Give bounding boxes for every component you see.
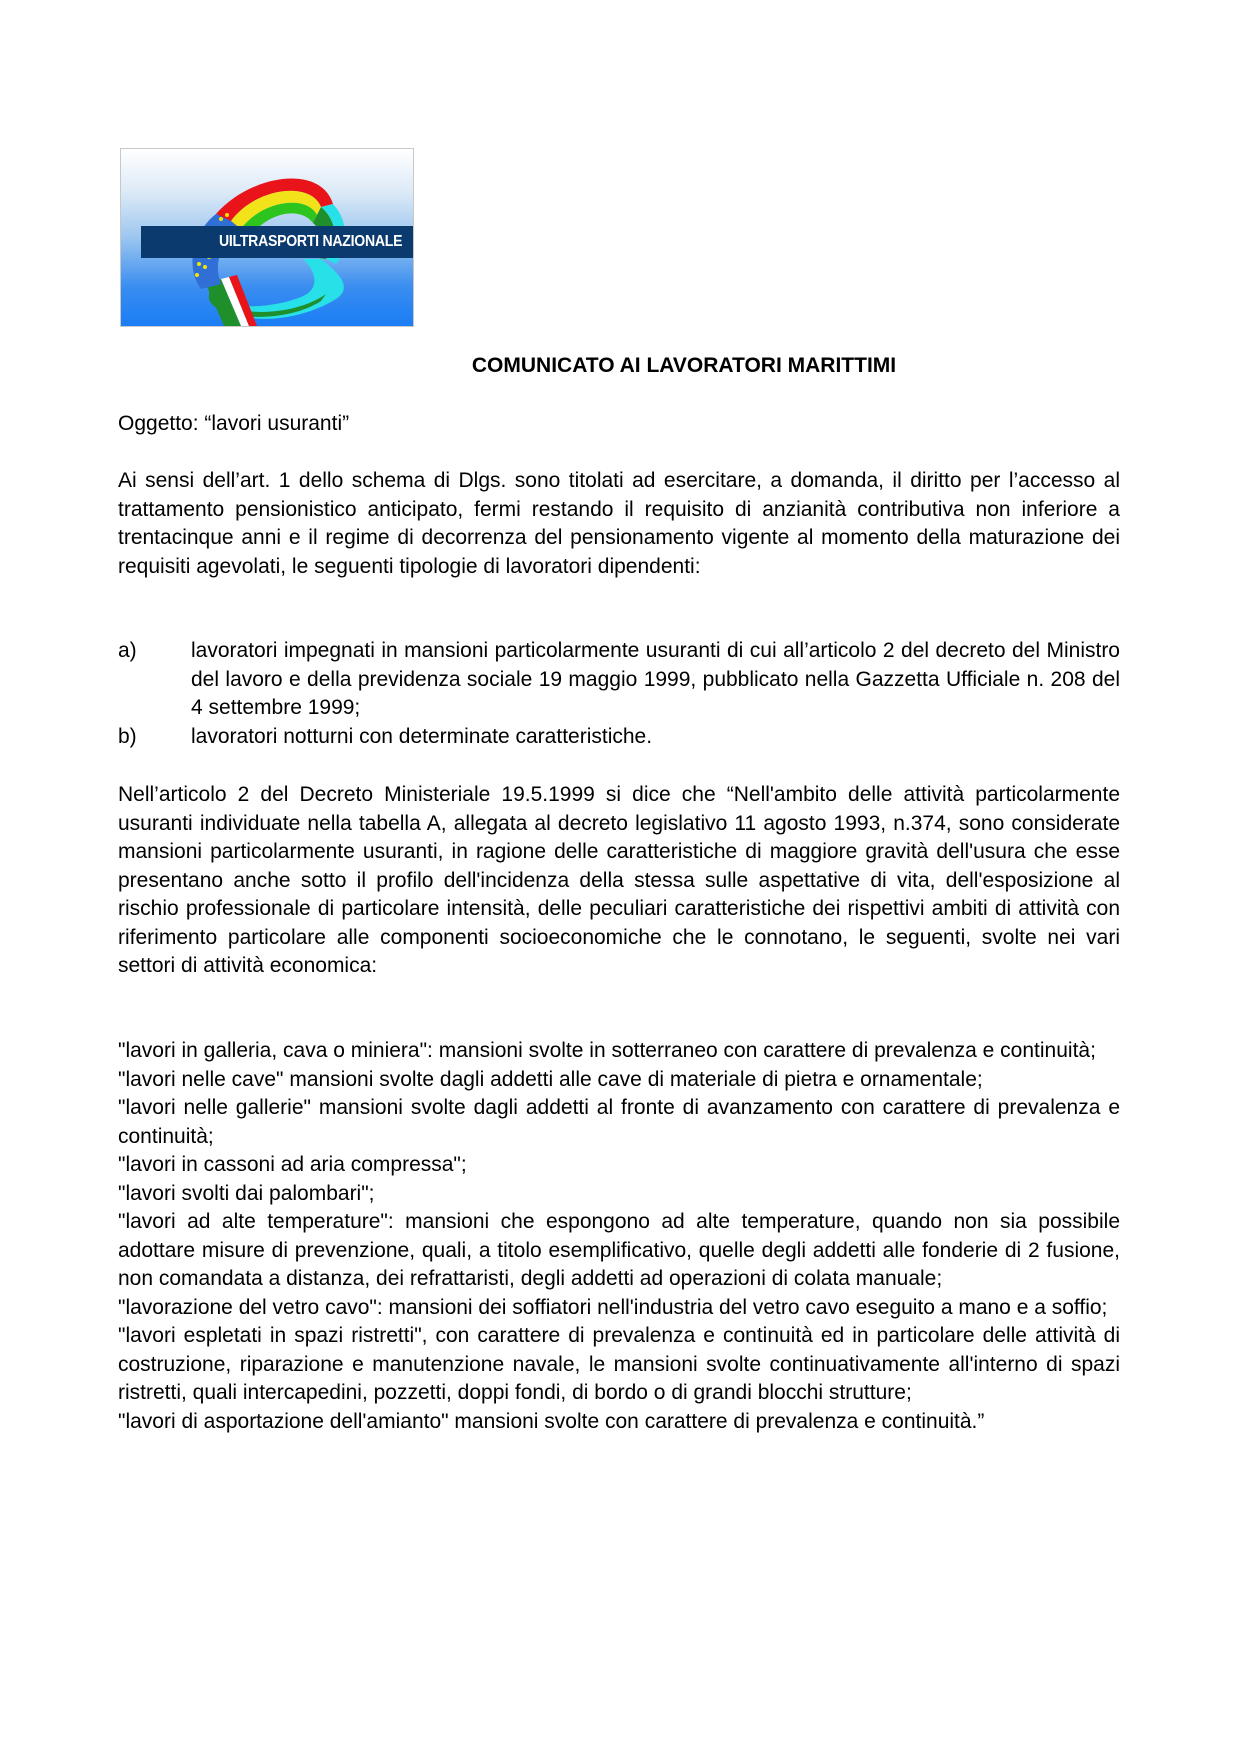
document-title [120,352,1120,381]
intro-text: Ai sensi dell’art. 1 dello schema di Dlgs. sono titolati ad esercitare, a domanda, il diritto per l’accesso al trattamento pensionistico anticipato, fermi restando il requisito di anzianità contributiva non inferiore a trentacinque anni e il regime di decorrenza del pensionamento vigente al momento della maturazione dei requisiti agevolati, le seguenti tipologie di lavoratori dipendenti: [118,469,1120,578]
subject-line [118,410,1120,439]
usurant-jobs-list [118,1037,1120,1436]
job-item: "lavori espletati in spazi ristretti", con carattere di prevalenza e continuità ed in particolare delle attività di costruzione, riparazione e manutenzione navale, le mansioni svolte continuativamente all'interno di spazi ristretti, quali intercapedini, pozzetti, doppi fondi, di bordo o di grandi blocchi strutture; [118,1324,1120,1404]
intro-paragraph [118,467,1120,581]
uiltrasporti-logo [120,148,414,327]
job-item: "lavori nelle cave" mansioni svolte dagli addetti alle cave di materiale di pietra e ornamentale; [118,1067,983,1091]
article2-text: Nell’articolo 2 del Decreto Ministeriale 19.5.1999 si dice che “Nell'ambito delle attività particolarmente usuranti individuate nella tabella A, allegata al decreto legislativo 11 agosto 1993, n.374, sono considerate mansioni particolarmente usuranti, in ragione delle caratteristiche di maggiore gravità dell'usura che esse presentano anche sotto il profilo dell'incidenza della stessa sulle aspettative di vita, dell'esposizione al rischio professionale di particolare intensità, delle peculiari caratteristiche dei rispettivi ambiti di attività con riferimento particolare alle componenti socioeconomiche che le connotano, le seguenti, svolte nei vari settori di attività economica: [118,783,1120,977]
list-marker: a) [118,639,137,662]
job-item: "lavori di asportazione dell'amianto" mansioni svolte con carattere di prevalenza e continuità.” [118,1409,985,1433]
list-item [118,637,1120,723]
job-item: "lavori ad alte temperature": mansioni che espongono ad alte temperature, quando non sia possibile adottare misure di prevenzione, quali, a titolo esemplificativo, quelle degli addetti alle fonderie di 2 fusione, non comandata a distanza, dei refrattaristi, degli addetti ad operazioni di colata manuale; [118,1210,1120,1290]
list-item [118,723,1120,752]
job-item: "lavori in galleria, cava o miniera": mansioni svolte in sotterraneo con carattere di prevalenza e continuità; [118,1039,1096,1062]
job-item: "lavori in cassoni ad aria compressa"; [118,1153,467,1176]
job-item: "lavori nelle gallerie" mansioni svolte dagli addetti al fronte di avanzamento con carattere di prevalenza e continuità; [118,1096,1120,1148]
worker-types-list [118,637,1120,751]
list-marker: b) [118,724,137,748]
job-item: "lavori svolti dai palombari"; [118,1181,375,1205]
list-item-text: lavoratori impegnati in mansioni particolarmente usuranti di cui all’articolo 2 del decreto del Ministro del lavoro e della previdenza sociale 19 maggio 1999, pubblicato nella Gazzetta Ufficiale n. 208 del 4 settembre 1999; [191,639,1120,719]
document-title-text: COMUNICATO AI LAVORATORI MARITTIMI [471,354,897,377]
job-item: "lavorazione del vetro cavo": mansioni dei soffiatori nell'industria del vetro cavo eseguito a mano e a soffio; [118,1295,1108,1319]
article2-paragraph [118,781,1120,981]
subject-text: Oggetto: “lavori usuranti” [118,412,350,435]
list-item-text: lavoratori notturni con determinate caratteristiche. [191,724,653,748]
logo-text: UILTRASPORTI NAZIONALE [219,233,403,250]
